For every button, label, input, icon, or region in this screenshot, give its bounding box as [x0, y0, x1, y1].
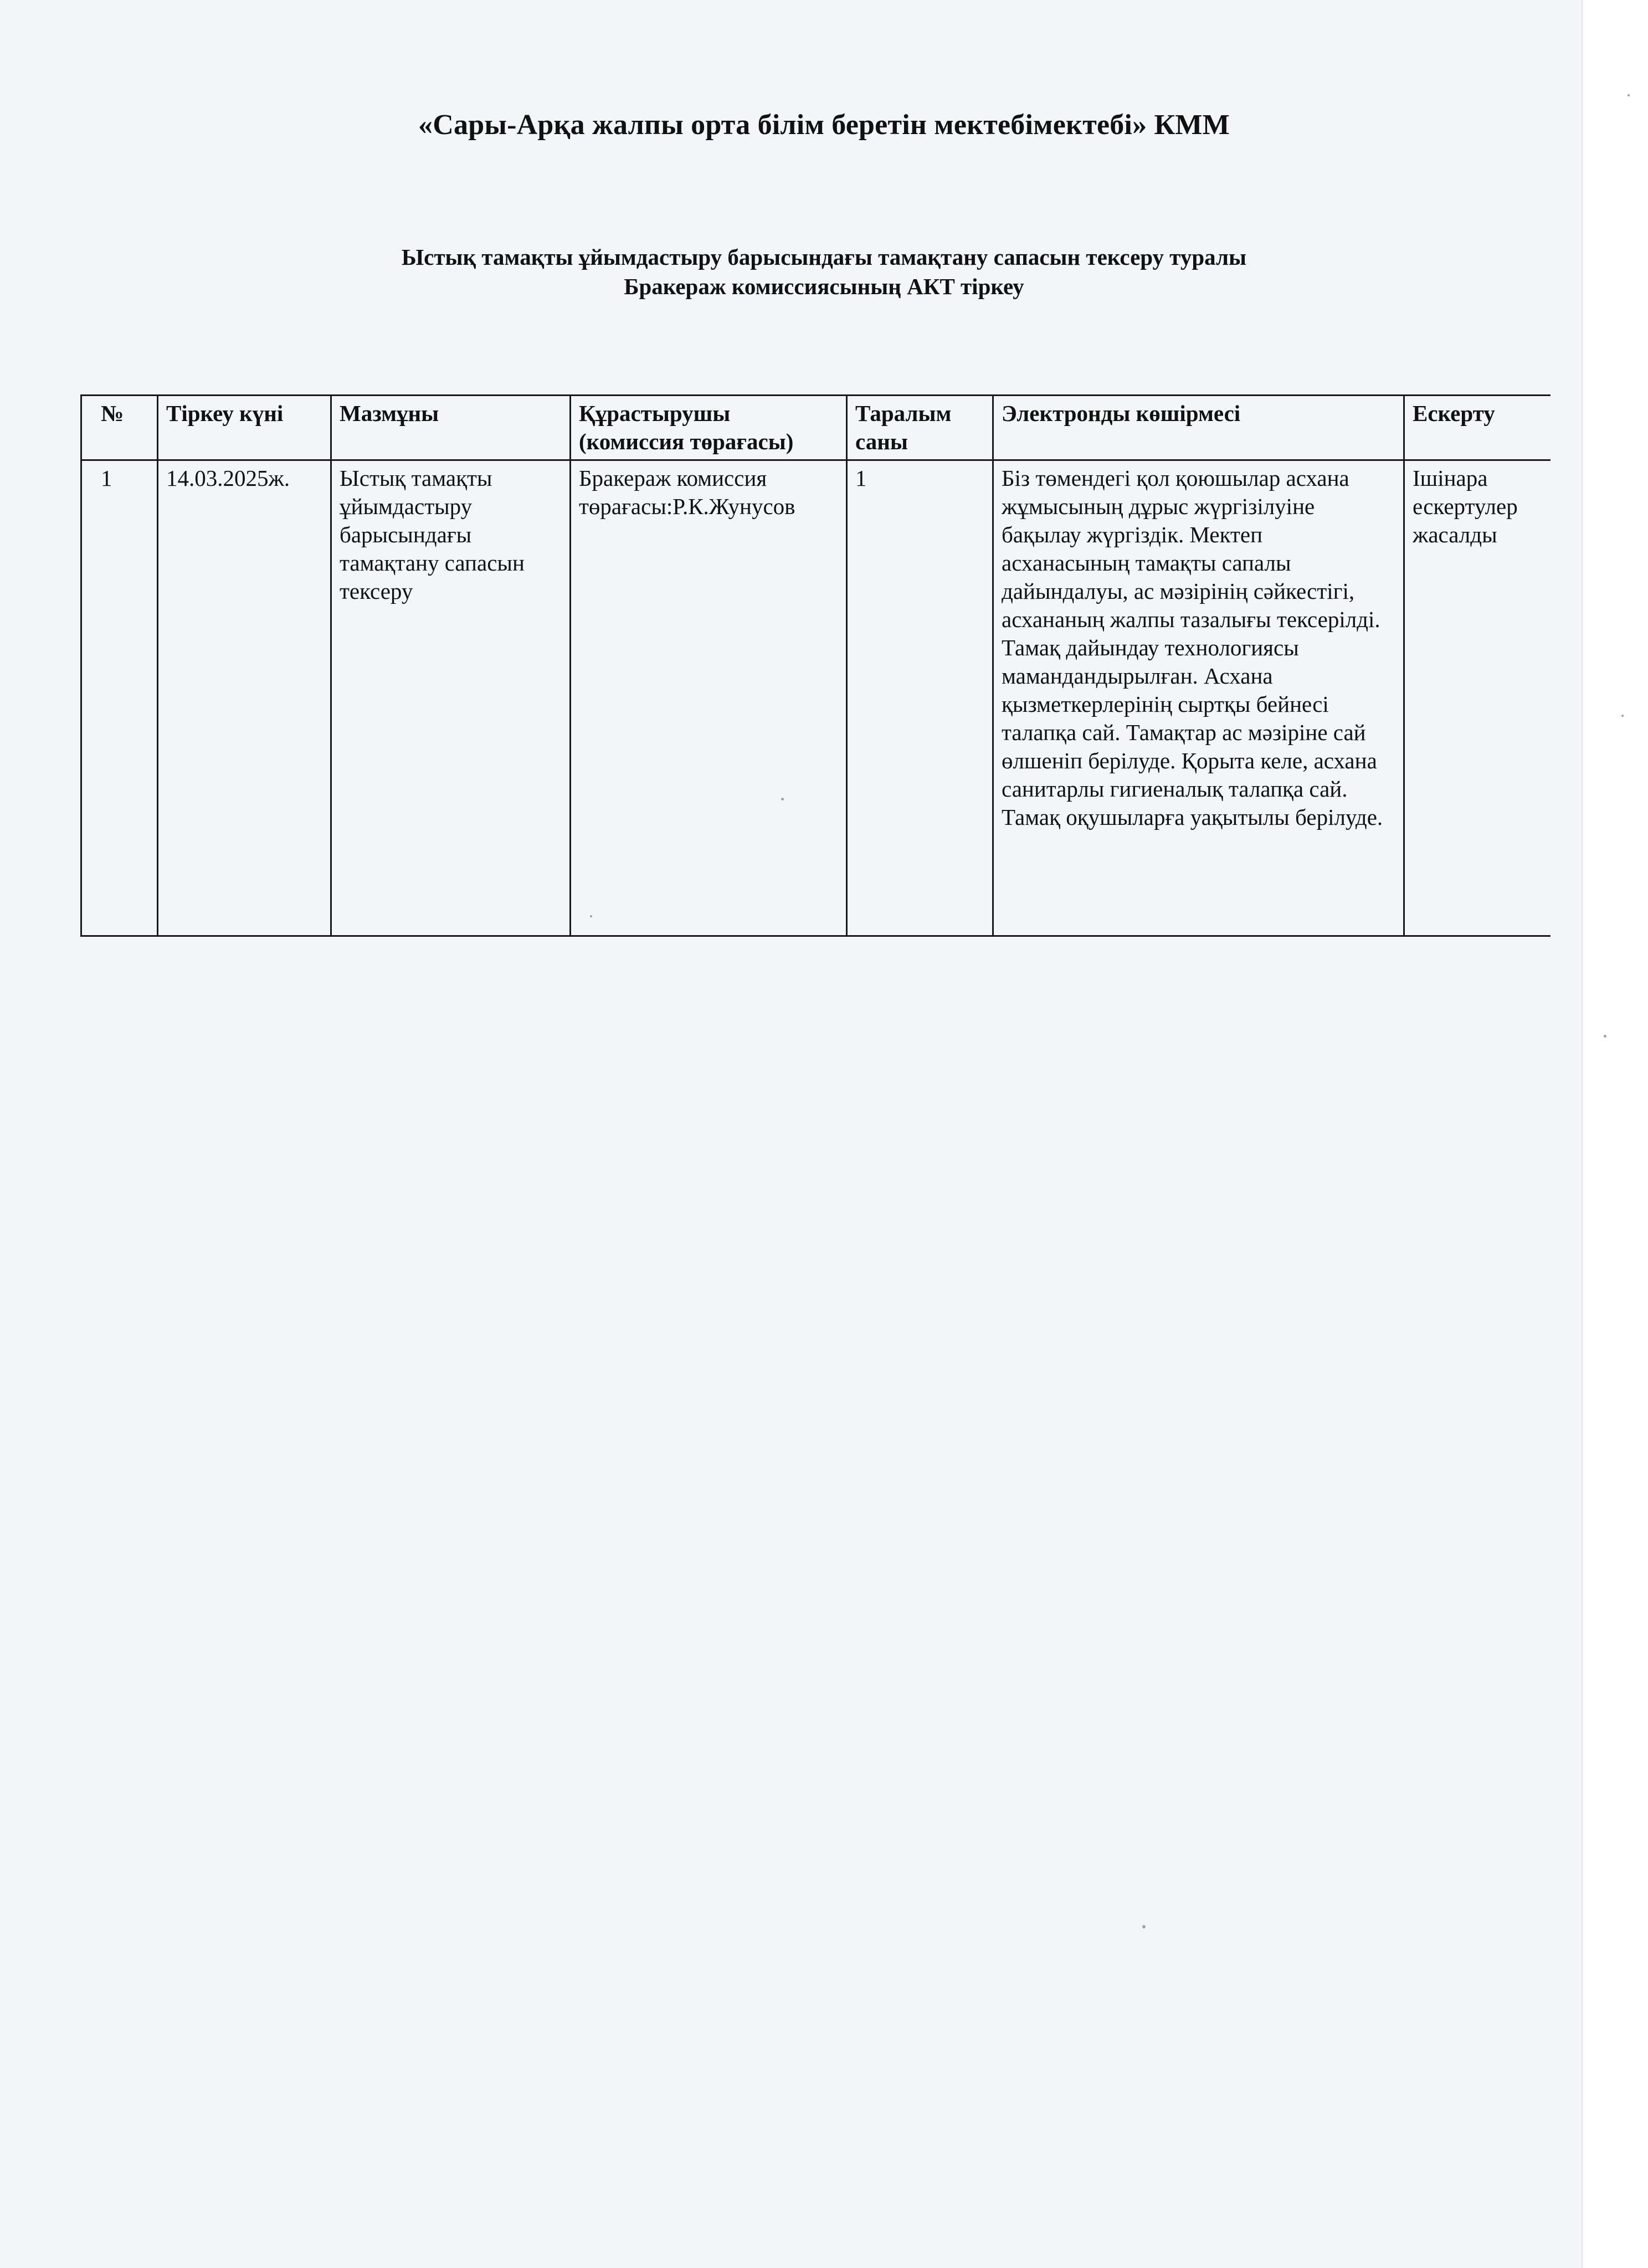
header-number: № — [81, 396, 158, 460]
cell-note — [1404, 460, 1551, 936]
table-header-row — [81, 396, 1551, 460]
scan-speck — [1621, 715, 1624, 717]
document-subtitle-line-2: Бракераж комиссиясының АКТ тіркеу — [624, 274, 1024, 299]
header-author-line-2: (комиссия төрағасы) — [579, 429, 794, 454]
header-note — [1404, 396, 1551, 460]
header-author — [571, 396, 847, 460]
document-title: «Сары-Арқа жалпы орта білім беретін мектебімектебі» КММ — [418, 109, 1230, 141]
header-copies-line-1: Таралым — [855, 401, 952, 426]
scan-speck — [590, 915, 592, 917]
cell-note-text: Ішінара ескертулер жасалды — [1413, 465, 1518, 547]
scan-speck — [1604, 1035, 1606, 1038]
scan-speck — [781, 798, 784, 801]
header-electronic-copy: Электронды көшірмесі — [993, 396, 1404, 460]
header-copies-line-2: саны — [855, 429, 908, 454]
table-row — [81, 460, 1551, 936]
cell-copies: 1 — [847, 460, 993, 936]
registration-table — [80, 394, 1551, 937]
cell-electronic-copy: Біз төмендегі қол қоюшылар асхана жұмысының дұрыс жүргізілуіне бақылау жүргіздік. Мектеп асханасының тамақты сапалы дайындалуы, ас мәзірінің сәйкестігі, асхананың жалпы тазалығы тексерілді. Тамақ дайындау технологиясы мамандандырылған. Асхана қызметкерлерінің сыртқы бейнесі талапқа сай. Тамақтар ас мәзіріне сай өлшеніп берілуде. Қорыта келе, асхана санитарлы гигиеналық талапқа сай. Тамақ оқушыларға уақытылы берілуде. — [993, 460, 1404, 936]
cell-content: Ыстық тамақты ұйымдастыру барысындағы тамақтану сапасын тексеру — [331, 460, 571, 936]
header-author-line-1: Құрастырушы — [579, 401, 731, 426]
scan-speck — [1142, 1925, 1146, 1928]
document-subtitle-line-1: Ыстық тамақты ұйымдастыру барысындағы тамақтану сапасын тексеру туралы — [401, 244, 1247, 270]
scan-margin — [1582, 0, 1648, 2268]
header-date: Тіркеу күні — [158, 396, 331, 460]
header-note-text: Ескерту — [1413, 401, 1495, 426]
cell-date: 14.03.2025ж. — [158, 460, 331, 936]
header-copies — [847, 396, 993, 460]
cell-number: 1 — [81, 460, 158, 936]
cell-author: Бракераж комиссия төрағасы:Р.К.Жунусов — [571, 460, 847, 936]
header-content: Мазмұны — [331, 396, 571, 460]
scan-speck — [1628, 94, 1630, 96]
